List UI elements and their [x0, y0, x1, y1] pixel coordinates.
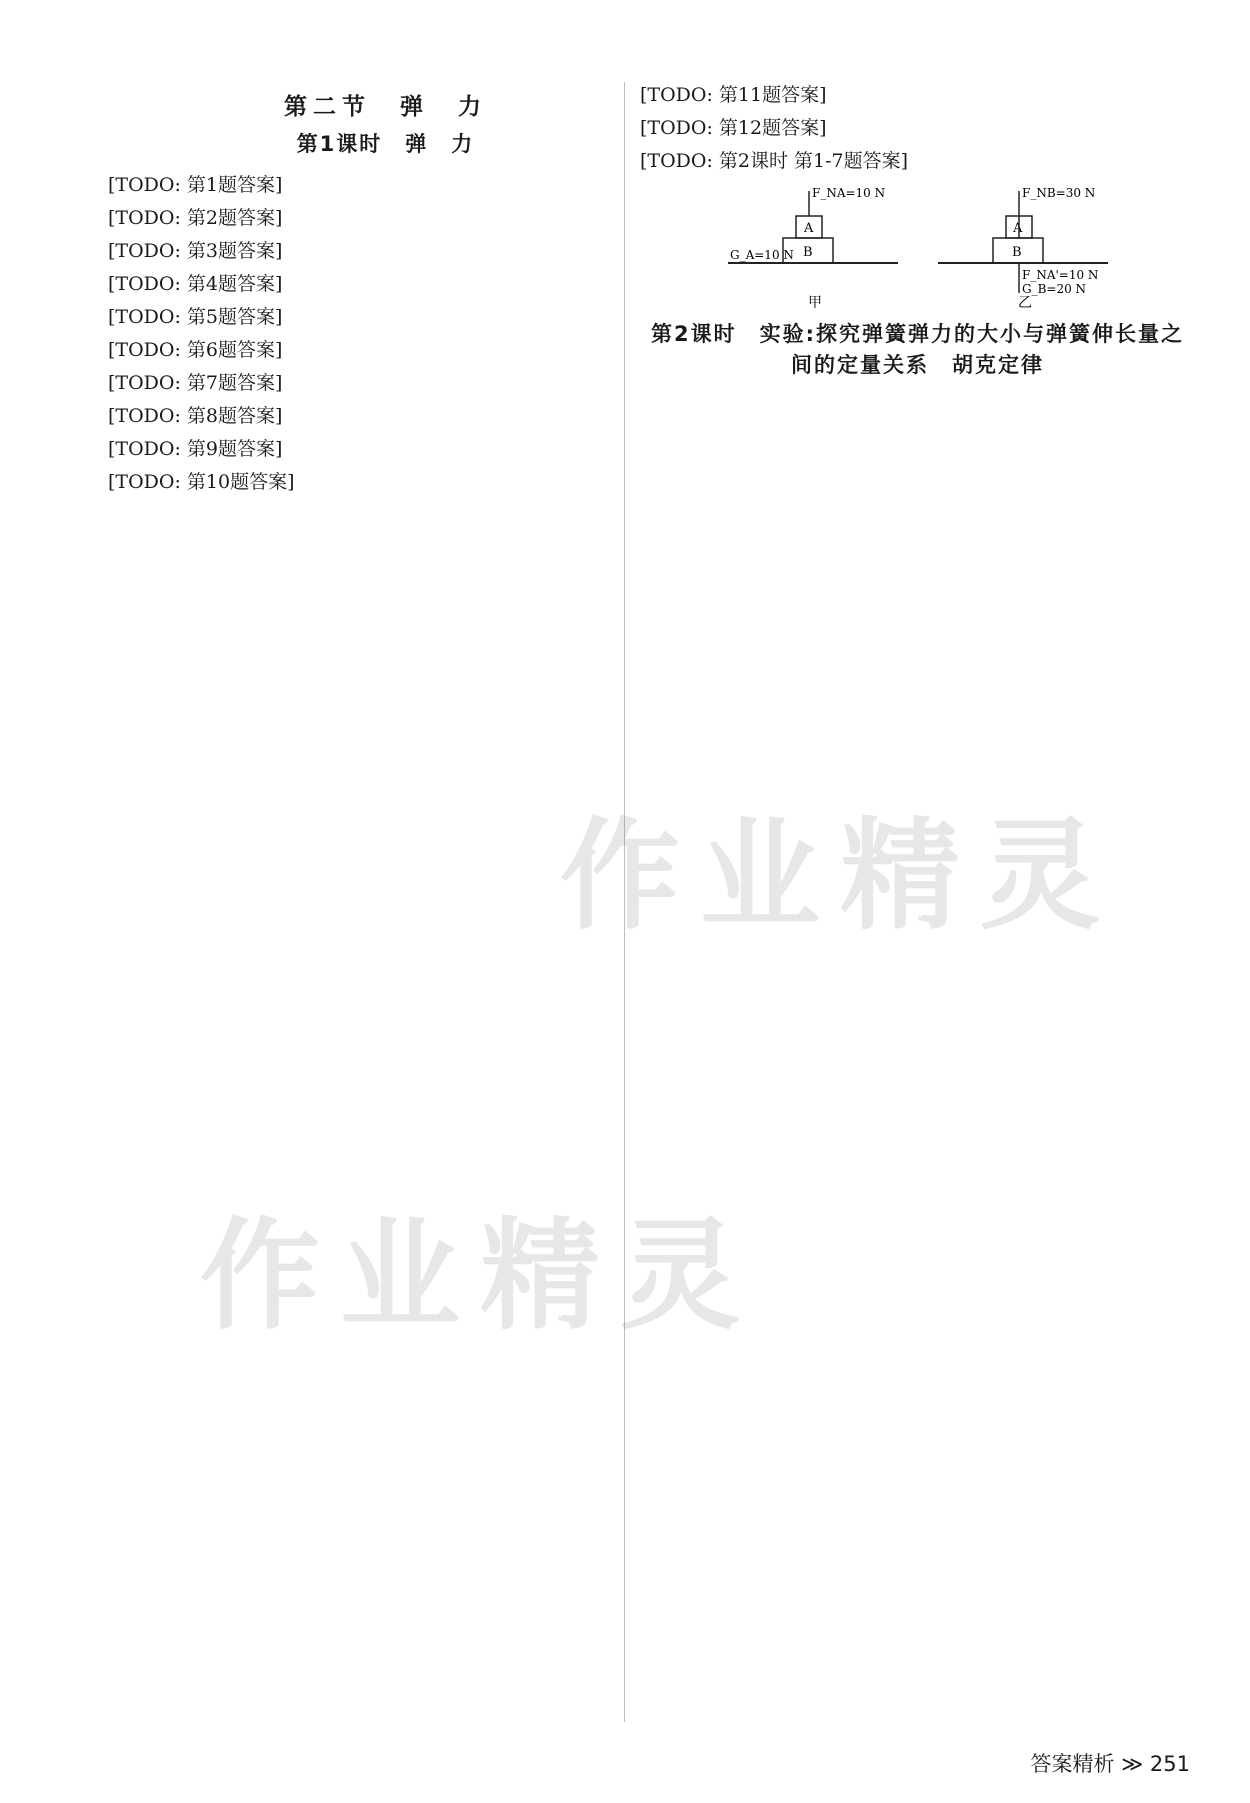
answer-item: [TODO: 第2课时 第1-7题答案] — [640, 150, 909, 172]
left-column — [108, 80, 663, 500]
page-footer — [1031, 1748, 1190, 1778]
label-a: A — [1012, 221, 1022, 236]
q12-force-diagram — [708, 183, 1128, 313]
caption-jia: 甲 — [807, 295, 822, 311]
watermark: 作业精灵 — [200, 1207, 760, 1346]
watermark: 作业精灵 — [560, 807, 1120, 946]
label-gb: G_B=20 N — [1021, 282, 1086, 296]
answer-item: [TODO: 第4题答案] — [108, 273, 283, 295]
caption-yi: 乙 — [1017, 295, 1032, 311]
answer-item: [TODO: 第12题答案] — [640, 117, 827, 139]
answer-item: [TODO: 第8题答案] — [108, 405, 283, 427]
lesson2-title: 第2课时 实验:探究弹簧弹力的大小与弹簧伸长量之间的定量关系 胡克定律 — [650, 322, 1184, 377]
section-title: 第二节 弹 力 — [284, 94, 487, 120]
label-b: B — [1011, 245, 1022, 260]
diagram-jia — [728, 186, 898, 311]
answer-item: [TODO: 第9题答案] — [108, 438, 283, 460]
left-items — [108, 170, 663, 498]
label-b: B — [802, 245, 813, 260]
answer-item: [TODO: 第5题答案] — [108, 306, 283, 328]
label-a: A — [803, 221, 813, 236]
label-fnb: F_NB=30 N — [1021, 186, 1095, 200]
footer-arrow-icon: ≫ — [1121, 1752, 1144, 1776]
answer-item: [TODO: 第10题答案] — [108, 471, 295, 493]
diagram-yi — [938, 186, 1108, 311]
answer-item: [TODO: 第7题答案] — [108, 372, 283, 394]
right-column — [640, 80, 1195, 391]
answer-item: [TODO: 第3题答案] — [108, 240, 283, 262]
lesson-title: 第1课时 弹 力 — [296, 132, 475, 156]
answer-item: [TODO: 第1题答案] — [108, 174, 283, 196]
answer-item: [TODO: 第2题答案] — [108, 207, 283, 229]
answer-item: [TODO: 第6题答案] — [108, 339, 283, 361]
label-fna2: F_NA'=10 N — [1021, 268, 1098, 282]
label-fna: F_NA=10 N — [811, 186, 885, 200]
label-ga: G_A=10 N — [729, 248, 794, 262]
answer-item: [TODO: 第11题答案] — [640, 84, 827, 106]
page-number: 251 — [1149, 1752, 1190, 1776]
footer-label: 答案精析 — [1030, 1752, 1115, 1776]
right-items — [640, 80, 1195, 177]
